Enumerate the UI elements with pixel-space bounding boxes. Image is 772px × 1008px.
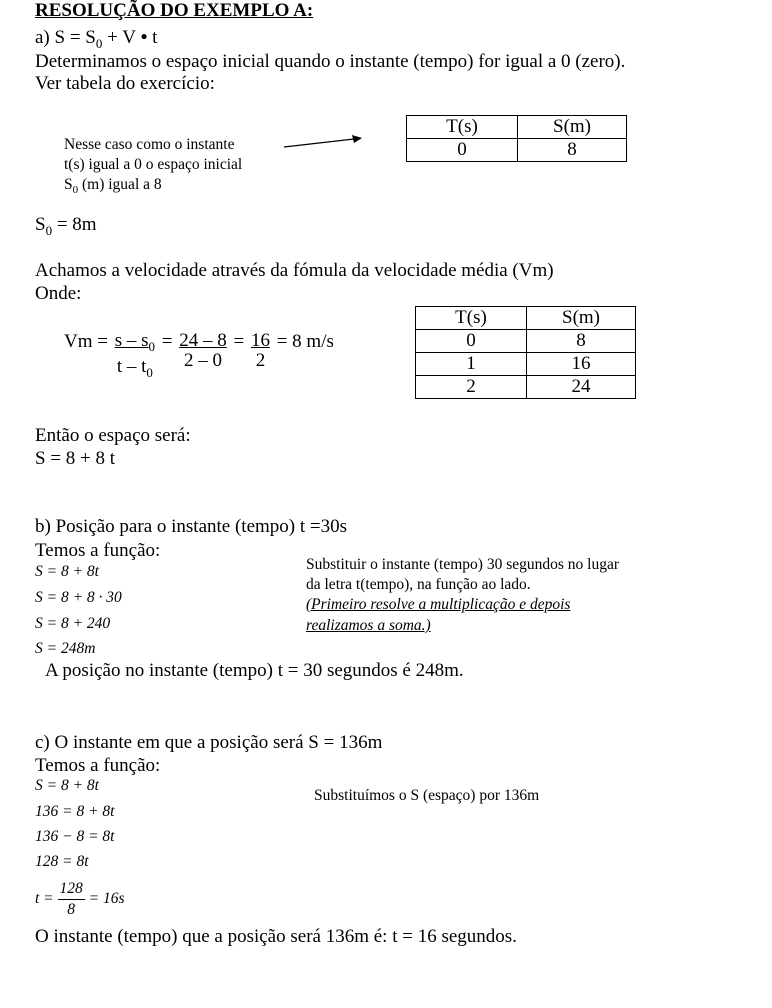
part-c-heading: c) O instante em que a posição será S = 136m (35, 732, 383, 753)
part-c-eq-1: S = 8 + 8t (35, 777, 99, 794)
part-c-temos: Temos a função: (35, 755, 161, 776)
table-header-cell: T(s) (407, 116, 518, 139)
velocity-line-1: Achamos a velocidade através da fómula da velocidade média (Vm) (35, 260, 554, 281)
note-a-line-3: $S_0$ (m) igual a 8 (64, 176, 162, 197)
part-b-note-3: (Primeiro resolve a multiplicação e depois (306, 596, 571, 613)
table-cell: 8 (527, 330, 636, 353)
part-c-eq-5: t = $\frac{128}{8}$ = 16s (35, 880, 125, 918)
part-c-eq-4: 128 = 8t (35, 853, 89, 870)
part-b-eq-1: S = 8 + 8t (35, 563, 99, 580)
part-b-eq-4: S = 248m (35, 640, 96, 657)
table-row (407, 139, 627, 162)
intro-line-2: Ver tabela do exercício: (35, 73, 215, 94)
part-b-eq-3: S = 8 + 240 (35, 615, 111, 632)
part-c-answer: O instante (tempo) que a posição será 136m é: t = 16 segundos. (35, 926, 517, 947)
s0-result: $S_0 = 8m$ (35, 214, 97, 238)
table-header-row (416, 307, 636, 330)
note-a-line-2: t(s) igual a 0 o espaço inicial (64, 156, 243, 173)
part-b-eq-2: S = 8 + 8 · 30 (35, 589, 122, 606)
table-cell: 1 (416, 353, 527, 376)
table-cell: 0 (416, 330, 527, 353)
table-header-cell: S(m) (527, 307, 636, 330)
table-row (416, 376, 636, 399)
table-header-cell: T(s) (416, 307, 527, 330)
table-row (416, 353, 636, 376)
table-cell: 2 (416, 376, 527, 399)
arrow-icon (282, 130, 366, 152)
vm-formula: Vm = s – $s_0$ t – $t_0$ = 24 – 8 2 – 0 = 16 2 = 8 m/s (64, 330, 334, 380)
table-row (416, 330, 636, 353)
table-header-row (407, 116, 627, 139)
table-cell: 24 (527, 376, 636, 399)
table-header-cell: S(m) (518, 116, 627, 139)
table-cell: 16 (527, 353, 636, 376)
then-line-1: Então o espaço será: (35, 425, 191, 446)
table-cell: 0 (407, 139, 518, 162)
part-b-heading: b) Posição para o instante (tempo) t =30s (35, 516, 348, 537)
table-cell: 8 (518, 139, 627, 162)
part-b-note-2: da letra t(tempo), na função ao lado. (306, 576, 531, 593)
table-initial-position (406, 115, 627, 162)
part-c-eq-3: 136 − 8 = 8t (35, 828, 115, 845)
formula-a: a) $S = S_0 + V$ • t (35, 27, 158, 51)
table-positions (415, 306, 636, 399)
then-line-2: S = 8 + 8 t (35, 448, 116, 469)
note-a-line-1: Nesse caso como o instante (64, 136, 235, 153)
part-c-note: Substituímos o S (espaço) por 136m (314, 787, 540, 804)
part-b-answer: A posição no instante (tempo) t = 30 segundos é 248m. (45, 660, 464, 681)
part-c-eq-2: 136 = 8 + 8t (35, 803, 115, 820)
part-b-note-1: Substituir o instante (tempo) 30 segundos no lugar (306, 556, 619, 573)
intro-line-1: Determinamos o espaço inicial quando o instante (tempo) for igual a 0 (zero). (35, 51, 626, 72)
part-b-temos: Temos a função: (35, 540, 161, 561)
part-b-note-4: realizamos a soma.) (306, 617, 431, 634)
page-title: RESOLUÇÃO DO EXEMPLO A: (35, 0, 314, 21)
velocity-line-2: Onde: (35, 283, 82, 304)
